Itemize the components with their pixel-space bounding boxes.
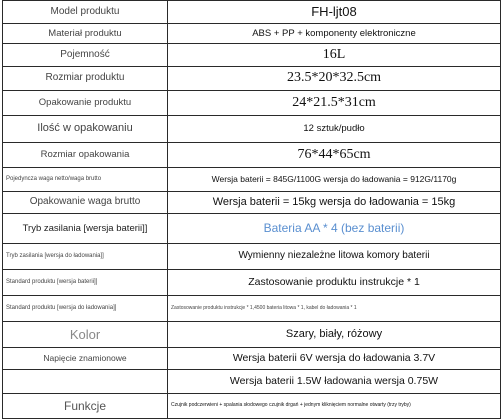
table-row <box>3 168 501 192</box>
table-row <box>3 394 501 419</box>
row-label-power-battery: Tryb zasilania [wersja baterii]] <box>3 214 168 244</box>
row-value-net-gross-weight: Wersja baterii = 845G/1100G wersja do ładowania = 912G/1170g <box>168 168 501 192</box>
row-label-rated-voltage: Napięcie znamionowe <box>3 348 168 370</box>
spec-table <box>2 0 501 419</box>
row-value-product-size: 23.5*20*32.5cm <box>168 67 501 91</box>
table-row <box>3 143 501 168</box>
row-value-material: ABS + PP + komponenty elektroniczne <box>168 24 501 44</box>
table-row <box>3 214 501 244</box>
row-label-net-gross-weight: Pojedyncza waga netto/waga brutto <box>3 168 168 192</box>
row-value-rated-voltage: Wersja baterii 6V wersja do ładowania 3.7V <box>168 348 501 370</box>
table-row <box>3 296 501 322</box>
table-row <box>3 322 501 348</box>
table-row <box>3 348 501 370</box>
row-label-material: Materiał produktu <box>3 24 168 44</box>
row-label-capacity: Pojemność <box>3 44 168 67</box>
row-value-power-rechargeable: Wymienny niezależne litowa komory baterii <box>168 244 501 270</box>
table-row <box>3 270 501 296</box>
table-row <box>3 1 501 24</box>
table-row <box>3 116 501 143</box>
table-row <box>3 44 501 67</box>
row-value-standard-battery: Zastosowanie produktu instrukcje * 1 <box>168 270 501 296</box>
row-value-power-battery: Bateria AA * 4 (bez baterii) <box>168 214 501 244</box>
row-value-model: FH-ljt08 <box>168 1 501 24</box>
row-label-package-gross-weight: Opakowanie waga brutto <box>3 192 168 214</box>
row-value-rated-power: Wersja baterii 1.5W ładowania wersja 0.75W <box>168 370 501 394</box>
table-row <box>3 67 501 91</box>
row-label-color: Kolor <box>3 322 168 348</box>
table-row <box>3 24 501 44</box>
row-label-product-packaging: Opakowanie produktu <box>3 91 168 116</box>
row-label-functions: Funkcje <box>3 394 168 419</box>
table-row <box>3 370 501 394</box>
row-value-package-gross-weight: Wersja baterii = 15kg wersja do ładowania = 15kg <box>168 192 501 214</box>
row-label-package-size: Rozmiar opakowania <box>3 143 168 168</box>
row-label-standard-rechargeable: Standard produktu [wersja do ładowania]] <box>3 296 168 322</box>
row-value-capacity: 16L <box>168 44 501 67</box>
table-row <box>3 91 501 116</box>
table-row <box>3 192 501 214</box>
row-label-power-rechargeable: Tryb zasilania [wersja do ładowania]] <box>3 244 168 270</box>
row-label-product-size: Rozmiar produktu <box>3 67 168 91</box>
table-row <box>3 244 501 270</box>
row-label-model: Model produktu <box>3 1 168 24</box>
row-value-color: Szary, biały, różowy <box>168 322 501 348</box>
row-value-standard-rechargeable: Zastosowanie produktu instrukcje * 1,4500 bateria litowa * 1, kabel do ładowania * 1 <box>168 296 501 322</box>
row-label-standard-battery: Standard produktu [wersja baterii]] <box>3 270 168 296</box>
row-label-rated-power <box>3 370 168 394</box>
row-value-product-packaging: 24*21.5*31cm <box>168 91 501 116</box>
row-value-functions: Czujnik podczerwieni + spalania słodowego czujnik drgań + jednym kliknięciem normalne otwarty (trzy tryby) <box>168 394 501 419</box>
row-value-package-size: 76*44*65cm <box>168 143 501 168</box>
row-label-quantity: Ilość w opakowaniu <box>3 116 168 143</box>
row-value-quantity: 12 sztuk/pudło <box>168 116 501 143</box>
